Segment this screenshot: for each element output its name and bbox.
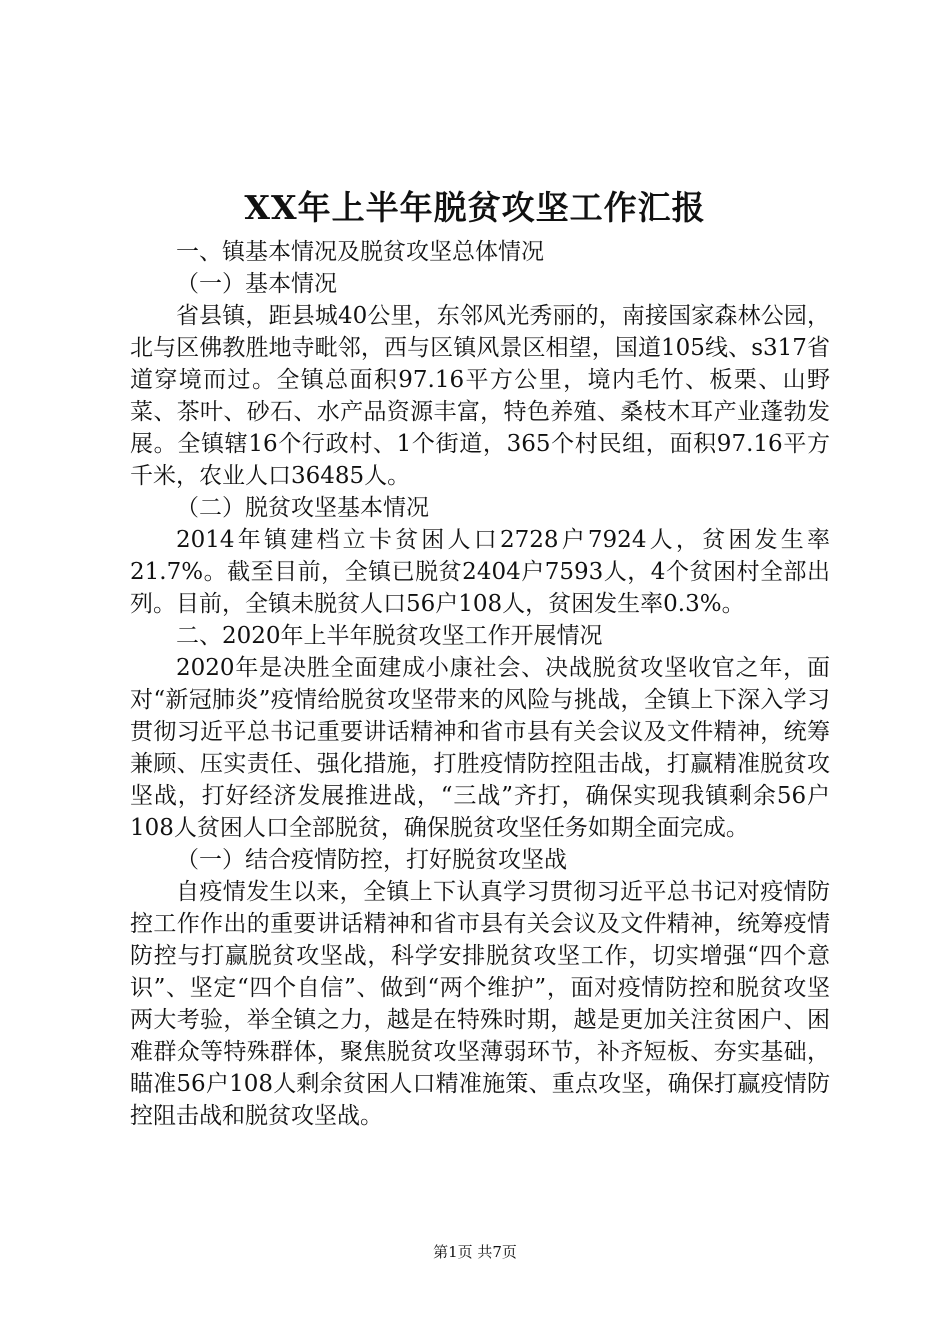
paragraph-basic-info: 省县镇，距县城40公里，东邻风光秀丽的，南接国家森林公园，北与区佛教胜地寺毗邻，西与区镇风景区相望，国道105线、s317省道穿境而过。全镇总面积97.16平方公里，境内毛竹、板栗、山野菜、茶叶、砂石、水产品资源丰富，特色养殖、桑枝木耳产业蓬勃发展。全镇辖16个行政村、1个街道，365个村民组，面积97.16平方千米，农业人口36485人。	[130, 303, 830, 489]
page-number-footer: 第1页 共7页	[433, 1243, 517, 1261]
document-body	[130, 236, 830, 1132]
subsection-heading-epidemic: （一）结合疫情防控，打好脱贫攻坚战	[176, 847, 567, 873]
section-heading-1: 一、镇基本情况及脱贫攻坚总体情况	[176, 239, 544, 265]
paragraph-epidemic: 自疫情发生以来，全镇上下认真学习贯彻习近平总书记对疫情防控工作作出的重要讲话精神和省市县有关会议及文件精神，统筹疫情防控与打赢脱贫攻坚战，科学安排脱贫攻坚工作，切实增强“四个意识”、坚定“四个自信”、做到“两个维护”，面对疫情防控和脱贫攻坚两大考验，举全镇之力，越是在特殊时期，越是更加关注贫困户、困难群众等特殊群体，聚焦脱贫攻坚薄弱环节，补齐短板、夯实基础，瞄准56户108人剩余贫困人口精准施策、重点攻坚，确保打赢疫情防控阻击战和脱贫攻坚战。	[130, 879, 830, 1129]
section-heading-2: 二、2020年上半年脱贫攻坚工作开展情况	[176, 623, 603, 649]
paragraph-2020-overview: 2020年是决胜全面建成小康社会、决战脱贫攻坚收官之年，面对“新冠肺炎”疫情给脱贫攻坚带来的风险与挑战，全镇上下深入学习贯彻习近平总书记重要讲话精神和省市县有关会议及文件精神，统筹兼顾、压实责任、强化措施，打胜疫情防控阻击战，打赢精准脱贫攻坚战，打好经济发展推进战，“三战”齐打，确保实现我镇剩余56户108人贫困人口全部脱贫，确保脱贫攻坚任务如期全面完成。	[130, 655, 830, 841]
subsection-heading-basic-info: （一）基本情况	[176, 271, 337, 297]
paragraph-poverty-info: 2014年镇建档立卡贫困人口2728户7924人，贫困发生率21.7%。截至目前，全镇已脱贫2404户7593人，4个贫困村全部出列。目前，全镇未脱贫人口56户108人，贫困发生率0.3%。	[130, 527, 830, 617]
subsection-heading-poverty-info: （二）脱贫攻坚基本情况	[176, 495, 429, 521]
document-title: XX年上半年脱贫攻坚工作汇报	[244, 188, 706, 227]
